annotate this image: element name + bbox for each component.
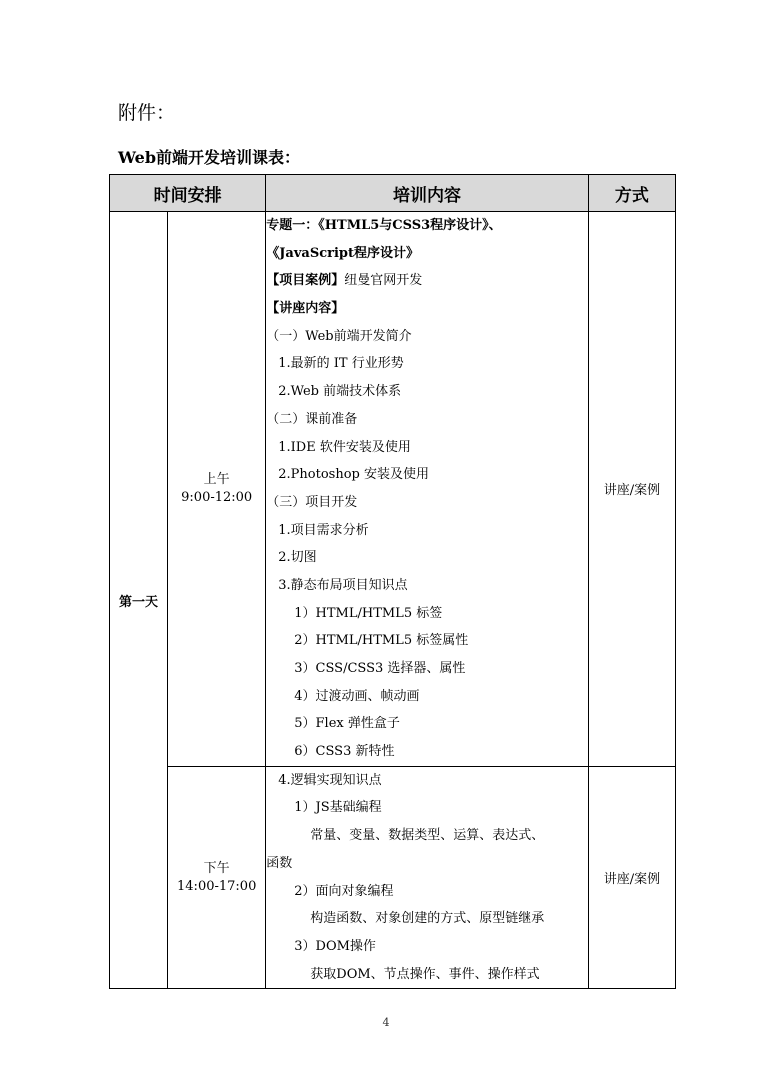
content-line: （三）项目开发 bbox=[266, 494, 358, 510]
afternoon-row bbox=[110, 766, 676, 989]
afternoon-time-cell bbox=[168, 766, 266, 989]
table-title: Web前端开发培训课表： bbox=[118, 148, 301, 167]
content-line: 3）CSS/CSS3 选择器、属性 bbox=[294, 661, 466, 676]
header-content: 培训内容 bbox=[266, 175, 589, 212]
content-line: 3.静态布局项目知识点 bbox=[278, 577, 408, 593]
content-line: 【讲座内容】 bbox=[266, 301, 345, 317]
afternoon-content-cell bbox=[266, 766, 589, 989]
content-line: 1）JS基础编程 bbox=[294, 800, 382, 816]
schedule-table bbox=[109, 174, 676, 989]
content-line: 1.IDE 软件安装及使用 bbox=[278, 439, 411, 455]
content-line: 常量、变量、数据类型、运算、表达式、 bbox=[310, 828, 545, 844]
content-line: 3）DOM操作 bbox=[294, 938, 376, 954]
header-row bbox=[110, 175, 676, 212]
attachment-label: 附件： bbox=[118, 102, 176, 124]
content-line: 《JavaScript程序设计》 bbox=[266, 245, 420, 261]
afternoon-mode-cell: 讲座/案例 bbox=[588, 766, 675, 989]
content-line: 2）面向对象编程 bbox=[294, 883, 394, 899]
page-number: 4 bbox=[382, 1016, 390, 1029]
morning-time: 9:00-12:00 bbox=[181, 489, 253, 505]
morning-content-cell bbox=[266, 212, 589, 767]
morning-time-cell bbox=[168, 212, 266, 767]
content-line: 函数 bbox=[266, 855, 293, 871]
content-line: 6）CSS3 新特性 bbox=[294, 744, 395, 760]
content-line: （二）课前准备 bbox=[266, 411, 358, 427]
content-line: 2.Photoshop 安装及使用 bbox=[278, 467, 429, 483]
project-case-value: 纽曼官网开发 bbox=[344, 273, 423, 289]
content-line: （一）Web前端开发简介 bbox=[266, 328, 412, 344]
morning-row bbox=[110, 212, 676, 767]
header-mode: 方式 bbox=[588, 175, 675, 212]
content-line bbox=[266, 267, 588, 295]
content-line: 2.Web 前端技术体系 bbox=[278, 384, 402, 400]
morning-mode-cell: 讲座/案例 bbox=[588, 212, 675, 767]
content-line: 1.最新的 IT 行业形势 bbox=[278, 356, 404, 372]
content-line: 4）过渡动画、帧动画 bbox=[294, 688, 420, 704]
content-line: 4.逻辑实现知识点 bbox=[278, 772, 382, 788]
content-line: 获取DOM、节点操作、事件、操作样式 bbox=[310, 966, 540, 982]
project-case-label: 【项目案例】 bbox=[266, 273, 345, 289]
content-line: 1）HTML/HTML5 标签 bbox=[294, 605, 443, 621]
content-line: 2.切图 bbox=[278, 550, 317, 566]
content-line: 2）HTML/HTML5 标签属性 bbox=[294, 633, 469, 649]
content-line: 5）Flex 弹性盒子 bbox=[294, 716, 400, 732]
afternoon-label: 下午 bbox=[203, 860, 230, 876]
content-line: 专题一：《HTML5与CSS3程序设计》、 bbox=[266, 218, 502, 233]
header-time: 时间安排 bbox=[110, 175, 266, 212]
content-line: 构造函数、对象创建的方式、原型链继承 bbox=[310, 911, 545, 927]
afternoon-time: 14:00-17:00 bbox=[177, 878, 257, 894]
content-line: 1.项目需求分析 bbox=[278, 522, 369, 538]
day-cell: 第一天 bbox=[110, 212, 168, 989]
morning-label: 上午 bbox=[203, 471, 230, 487]
